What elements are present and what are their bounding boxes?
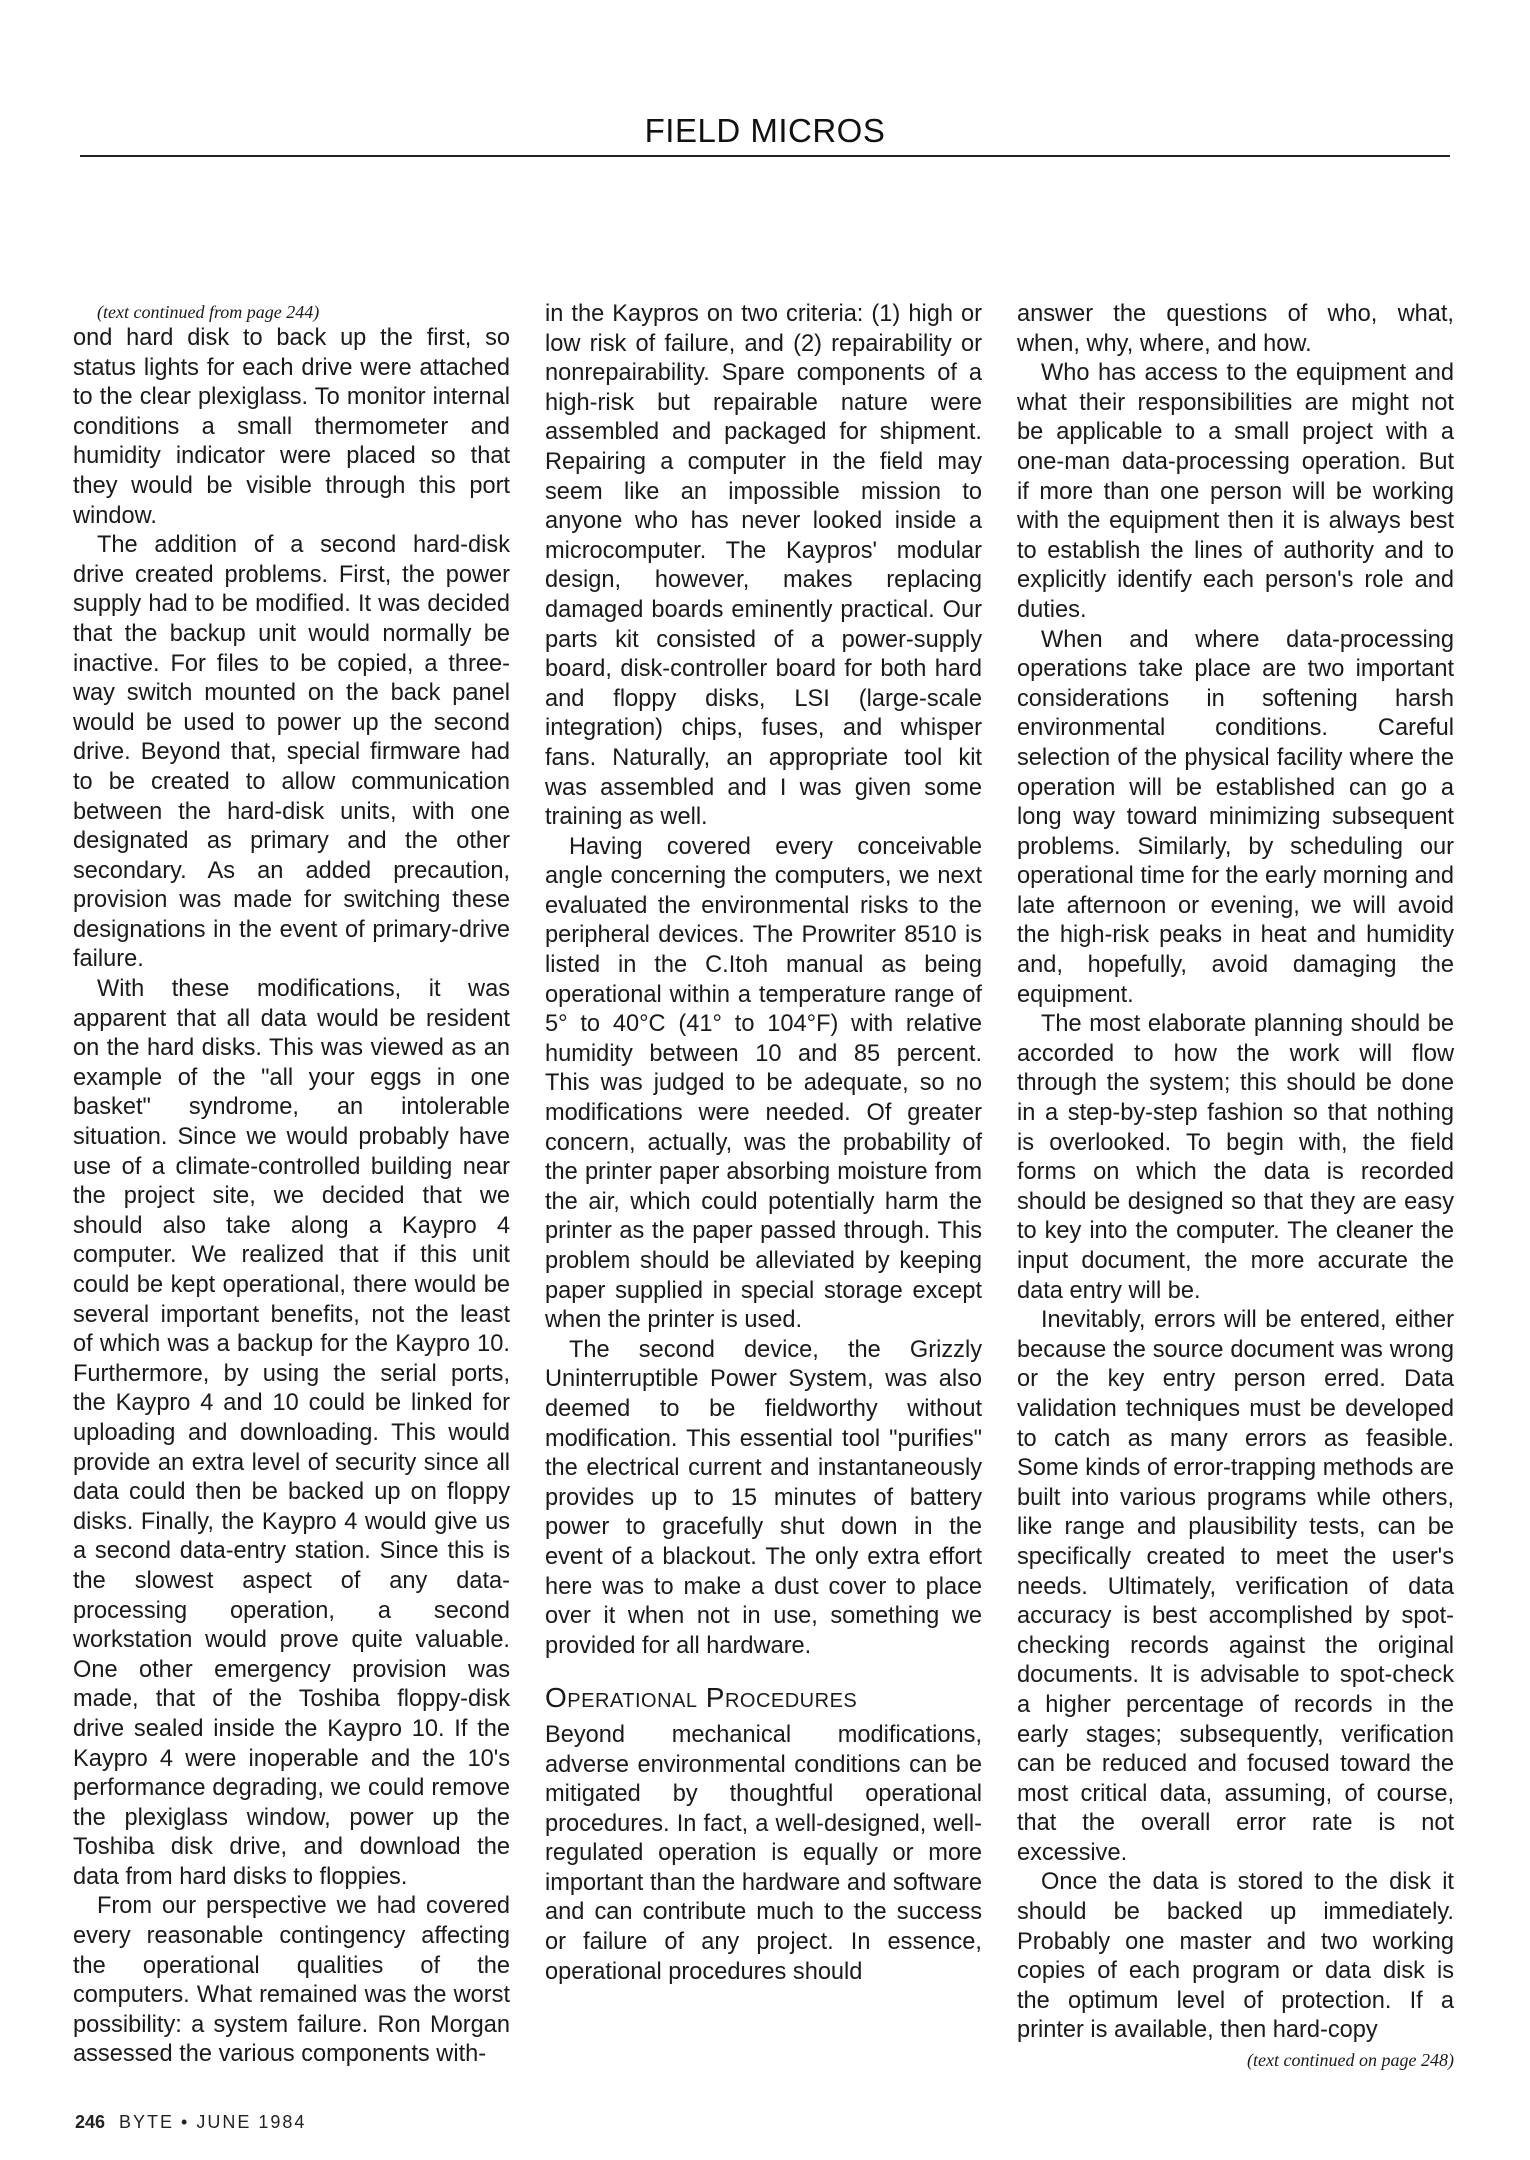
paragraph: Once the data is stored to the disk it should be backed up immediately. Probably one master and two working copies of each program or data disk is the optimum level of protection. If a printer is available, then hard-copy bbox=[1017, 1869, 1454, 2044]
paragraph: ond hard disk to back up the first, so status lights for each drive were attached to the clear plexiglass. To monitor internal conditions a small thermometer and humidity indicator were placed so that they would be visible through this port window. bbox=[73, 325, 510, 529]
continued-from-note: (text continued from page 244) bbox=[97, 302, 320, 322]
page-number: 246 bbox=[75, 2112, 106, 2132]
paragraph: Beyond mechanical modifications, adverse environmental conditions can be mitigated by thoughtful operational procedures. In fact, a well-designed, well-regulated operation is equally or more important than the hardware and software and can contribute much to the success or failure of any project. In essence, operational procedures should bbox=[545, 1721, 982, 1985]
continued-on-note: (text continued on page 248) bbox=[1247, 2050, 1454, 2071]
paragraph: When and where data-processing operations take place are two important considerations in softening harsh environmental conditions. Careful selection of the physical facility where the operation will be established can go a long way toward minimizing subsequent problems. Similarly, by scheduling our operational time for the early morning and late afternoon or evening, we will avoid the high-risk peaks in heat and humidity and, hopefully, avoid damaging the equipment. bbox=[1017, 626, 1454, 1008]
column-2 bbox=[545, 300, 982, 1987]
paragraph: Who has access to the equipment and what their responsibilities are might not be applicable to a small project with a one-man data-processing operation. But if more than one person will be working with the equipment then it is always best to establish the lines of authority and to explicitly identify each person's role and duties. bbox=[1017, 360, 1454, 623]
paragraph: The second device, the Grizzly Uninterruptible Power System, was also deemed to be fieldworthy without modification. This essential tool "purifies" the electrical current and instantaneously provides up to 15 minutes of battery power to gracefully shut down in the event of a blackout. The only extra effort here was to make a dust cover to place over it when not in use, something we provided for all hardware. bbox=[545, 1336, 982, 1659]
paragraph: The addition of a second hard-disk drive created problems. First, the power supply had to be modified. It was decided that the backup unit would normally be inactive. For files to be copied, a three-way switch mounted on the back panel would be used to power up the second drive. Beyond that, special firmware had to be created to allow communication between the hard-disk units, with one designated as primary and the other secondary. As an added precaution, provision was made for switching these designations in the event of primary-drive failure. bbox=[73, 532, 510, 973]
paragraph: Having covered every conceivable angle concerning the computers, we next evaluated the environmental risks to the peripheral devices. The Prowriter 8510 is listed in the C.Itoh manual as being operational within a temperature range of 5° to 40°C (41° to 104°F) with relative humidity between 10 and 85 percent. This was judged to be adequate, so no modifications were needed. Of greater concern, actually, was the probability of the printer paper absorbing moisture from the air, which could potentially harm the printer as the paper passed through. This problem should be alleviated by keeping paper supplied in special storage except when the printer is used. bbox=[545, 833, 982, 1334]
paragraph: answer the questions of who, what, when, why, where, and how. bbox=[1017, 301, 1454, 357]
paragraph: Inevitably, errors will be entered, either because the source document was wrong or the key entry person erred. Data validation techniques must be developed to catch as many errors as feasible. Some kinds of error-trapping methods are built into various programs while others, like range and plausibility tests, can be specifically created to meet the user's needs. Ultimately, verification of data accuracy is best accomplished by spot-checking records against the original documents. It is advisable to spot-check a higher percentage of records in the early stages; subsequently, verification can be reduced and focused toward the most critical data, assuming, of course, that the overall error rate is not excessive. bbox=[1017, 1307, 1454, 1866]
section-title: FIELD MICROS bbox=[644, 112, 886, 149]
paragraph: The most elaborate planning should be accorded to how the work will flow through the system; this should be done in a step-by-step fashion so that nothing is overlooked. To begin with, the field forms on which the data is recorded should be designed so that they are easy to key into the computer. The cleaner the input document, the more accurate the data entry will be. bbox=[1017, 1011, 1454, 1304]
section-heading: Operational Procedures bbox=[545, 1682, 858, 1714]
publication-line: BYTE • JUNE 1984 bbox=[119, 2112, 307, 2132]
column-3 bbox=[1017, 300, 1454, 2072]
paragraph: From our perspective we had covered every reasonable contingency affecting the operational qualities of the computers. What remained was the worst possibility: a system failure. Ron Morgan assessed the various components with- bbox=[73, 1893, 510, 2068]
paragraph: in the Kaypros on two criteria: (1) high or low risk of failure, and (2) repairability or nonrepairability. Spare components of a high-risk but repairable nature were assembled and packaged for shipment. Repairing a computer in the field may seem like an impossible mission to anyone who has never looked inside a microcomputer. The Kaypros' modular design, however, makes replacing damaged boards eminently practical. Our parts kit consisted of a power-supply board, disk-controller board for both hard and floppy disks, LSI (large-scale integration) chips, fuses, and whisper fans. Naturally, an appropriate tool kit was assembled and I was given some training as well. bbox=[545, 301, 982, 831]
paragraph: With these modifications, it was apparent that all data would be resident on the hard disks. This was viewed as an example of the "all your eggs in one basket" syndrome, an intolerable situation. Since we would probably have use of a climate-controlled building near the project site, we decided that we should also take along a Kaypro 4 computer. We realized that if this unit could be kept operational, there would be several important benefits, not the least of which was a backup for the Kaypro 10. Furthermore, by using the serial ports, the Kaypro 4 and 10 could be linked for uploading and downloading. This would provide an extra level of security since all data could then be backed up on floppy disks. Finally, the Kaypro 4 would give us a second data-entry station. Since this is the slowest aspect of any data-processing operation, a second workstation would prove quite valuable. One other emergency provision was made, that of the Toshiba floppy-disk drive sealed inside the Kaypro 10. If the Kaypro 4 were inoperable and the 10's performance degrading, we could remove the plexiglass window, power up the Toshiba disk drive, and download the data from hard disks to floppies. bbox=[73, 976, 510, 1890]
header-rule bbox=[80, 155, 1450, 157]
page-footer bbox=[75, 2112, 306, 2133]
column-1 bbox=[73, 300, 510, 2070]
